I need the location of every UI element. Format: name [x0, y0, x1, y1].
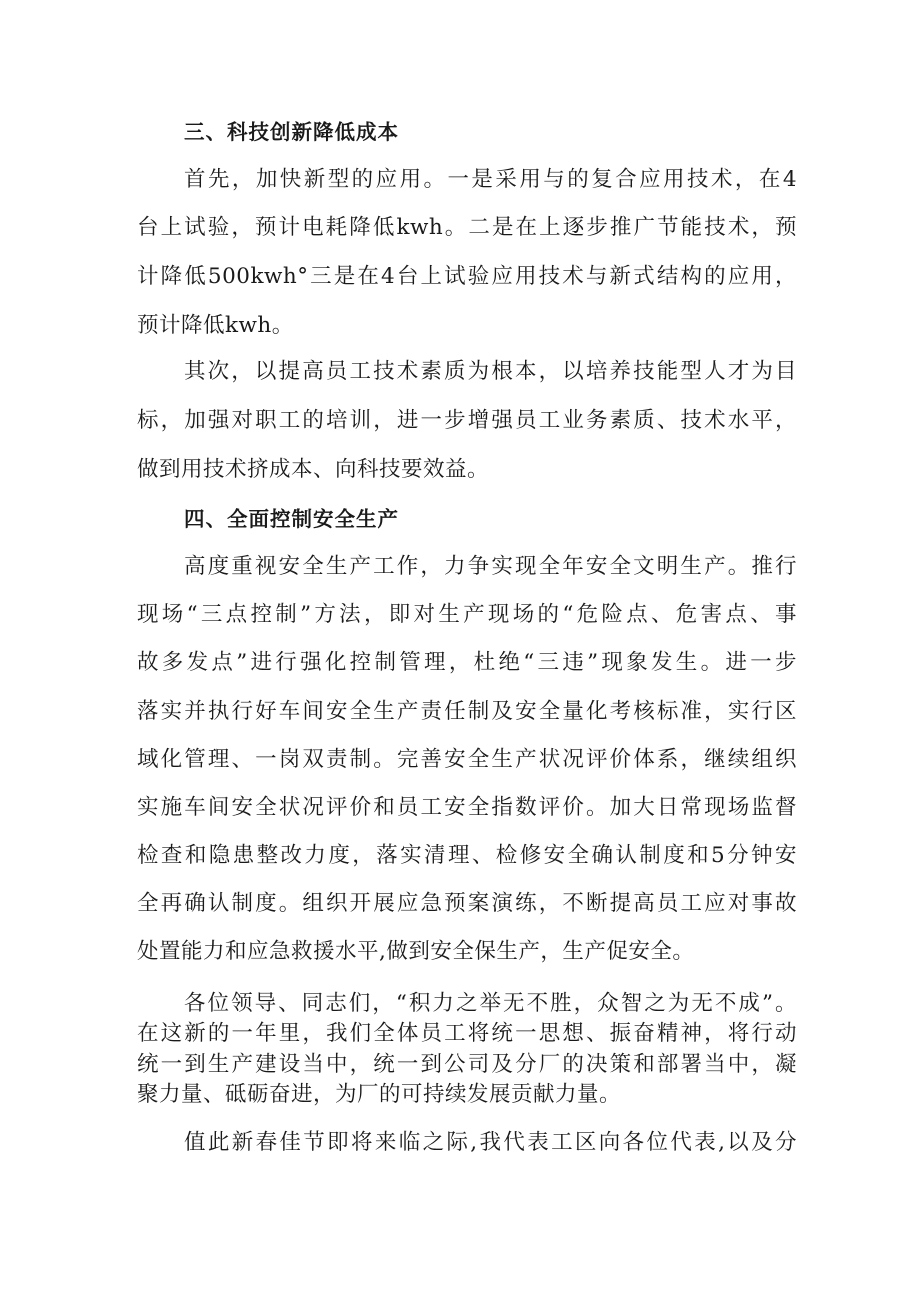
paragraph-line: 落实并执行好车间安全生产责任制及安全量化考核标准，实行区: [137, 699, 797, 724]
paragraph-line: 预计降低kwh。: [137, 313, 294, 338]
paragraph-line: 故多发点”进行强化控制管理，杜绝“三违”现象发生。进一步: [137, 650, 797, 675]
paragraph-line: 计降低500kwh°三是在4台上试验应用技术与新式结构的应用，: [137, 264, 797, 289]
paragraph-line: 全再确认制度。组织开展应急预案演练，不断提高员工应对事故: [137, 891, 797, 916]
paragraph-line: 值此新春佳节即将来临之际,我代表工区向各位代表,以及分: [184, 1130, 797, 1155]
paragraph-line: 现场“三点控制”方法，即对生产现场的“危险点、危害点、事: [137, 602, 797, 627]
section-heading: 四、全面控制安全生产: [184, 507, 399, 531]
section-heading: 三、科技创新降低成本: [184, 120, 399, 144]
paragraph-line: 首先，加快新型的应用。一是采用与的复合应用技术，在4: [184, 167, 797, 192]
paragraph-line: 在这新的一年里，我们全体员工将统一思想、振奋精神，将行动: [137, 1021, 797, 1046]
paragraph-line: 聚力量、砥砺奋进，为厂的可持续发展贡献力量。: [137, 1082, 622, 1107]
paragraph-line: 处置能力和应急救援水平,做到安全保生产，生产促安全。: [137, 939, 695, 964]
paragraph-line: 实施车间安全状况评价和员工安全指数评价。加大日常现场监督: [137, 795, 797, 820]
paragraph-line: 台上试验，预计电耗降低kwh。二是在上逐步推广节能技术，预: [137, 215, 797, 240]
paragraph-line: 做到用技术挤成本、向科技要效益。: [137, 457, 490, 482]
paragraph-line: 域化管理、一岗双责制。完善安全生产状况评价体系，继续组织: [137, 747, 797, 772]
paragraph-line: 各位领导、同志们，“积力之举无不胜，众智之为无不成”。: [184, 991, 797, 1016]
paragraph-line: 其次，以提高员工技术素质为根本，以培养技能型人才为目: [184, 359, 797, 384]
paragraph-line: 检查和隐患整改力度，落实清理、检修安全确认制度和5分钟安: [137, 843, 797, 868]
paragraph-line: 高度重视安全生产工作，力争实现全年安全文明生产。推行: [184, 554, 797, 579]
paragraph-line: 统一到生产建设当中，统一到公司及分厂的决策和部署当中，凝: [137, 1052, 797, 1077]
paragraph-line: 标，加强对职工的培训，进一步增强员工业务素质、技术水平，: [137, 408, 797, 433]
